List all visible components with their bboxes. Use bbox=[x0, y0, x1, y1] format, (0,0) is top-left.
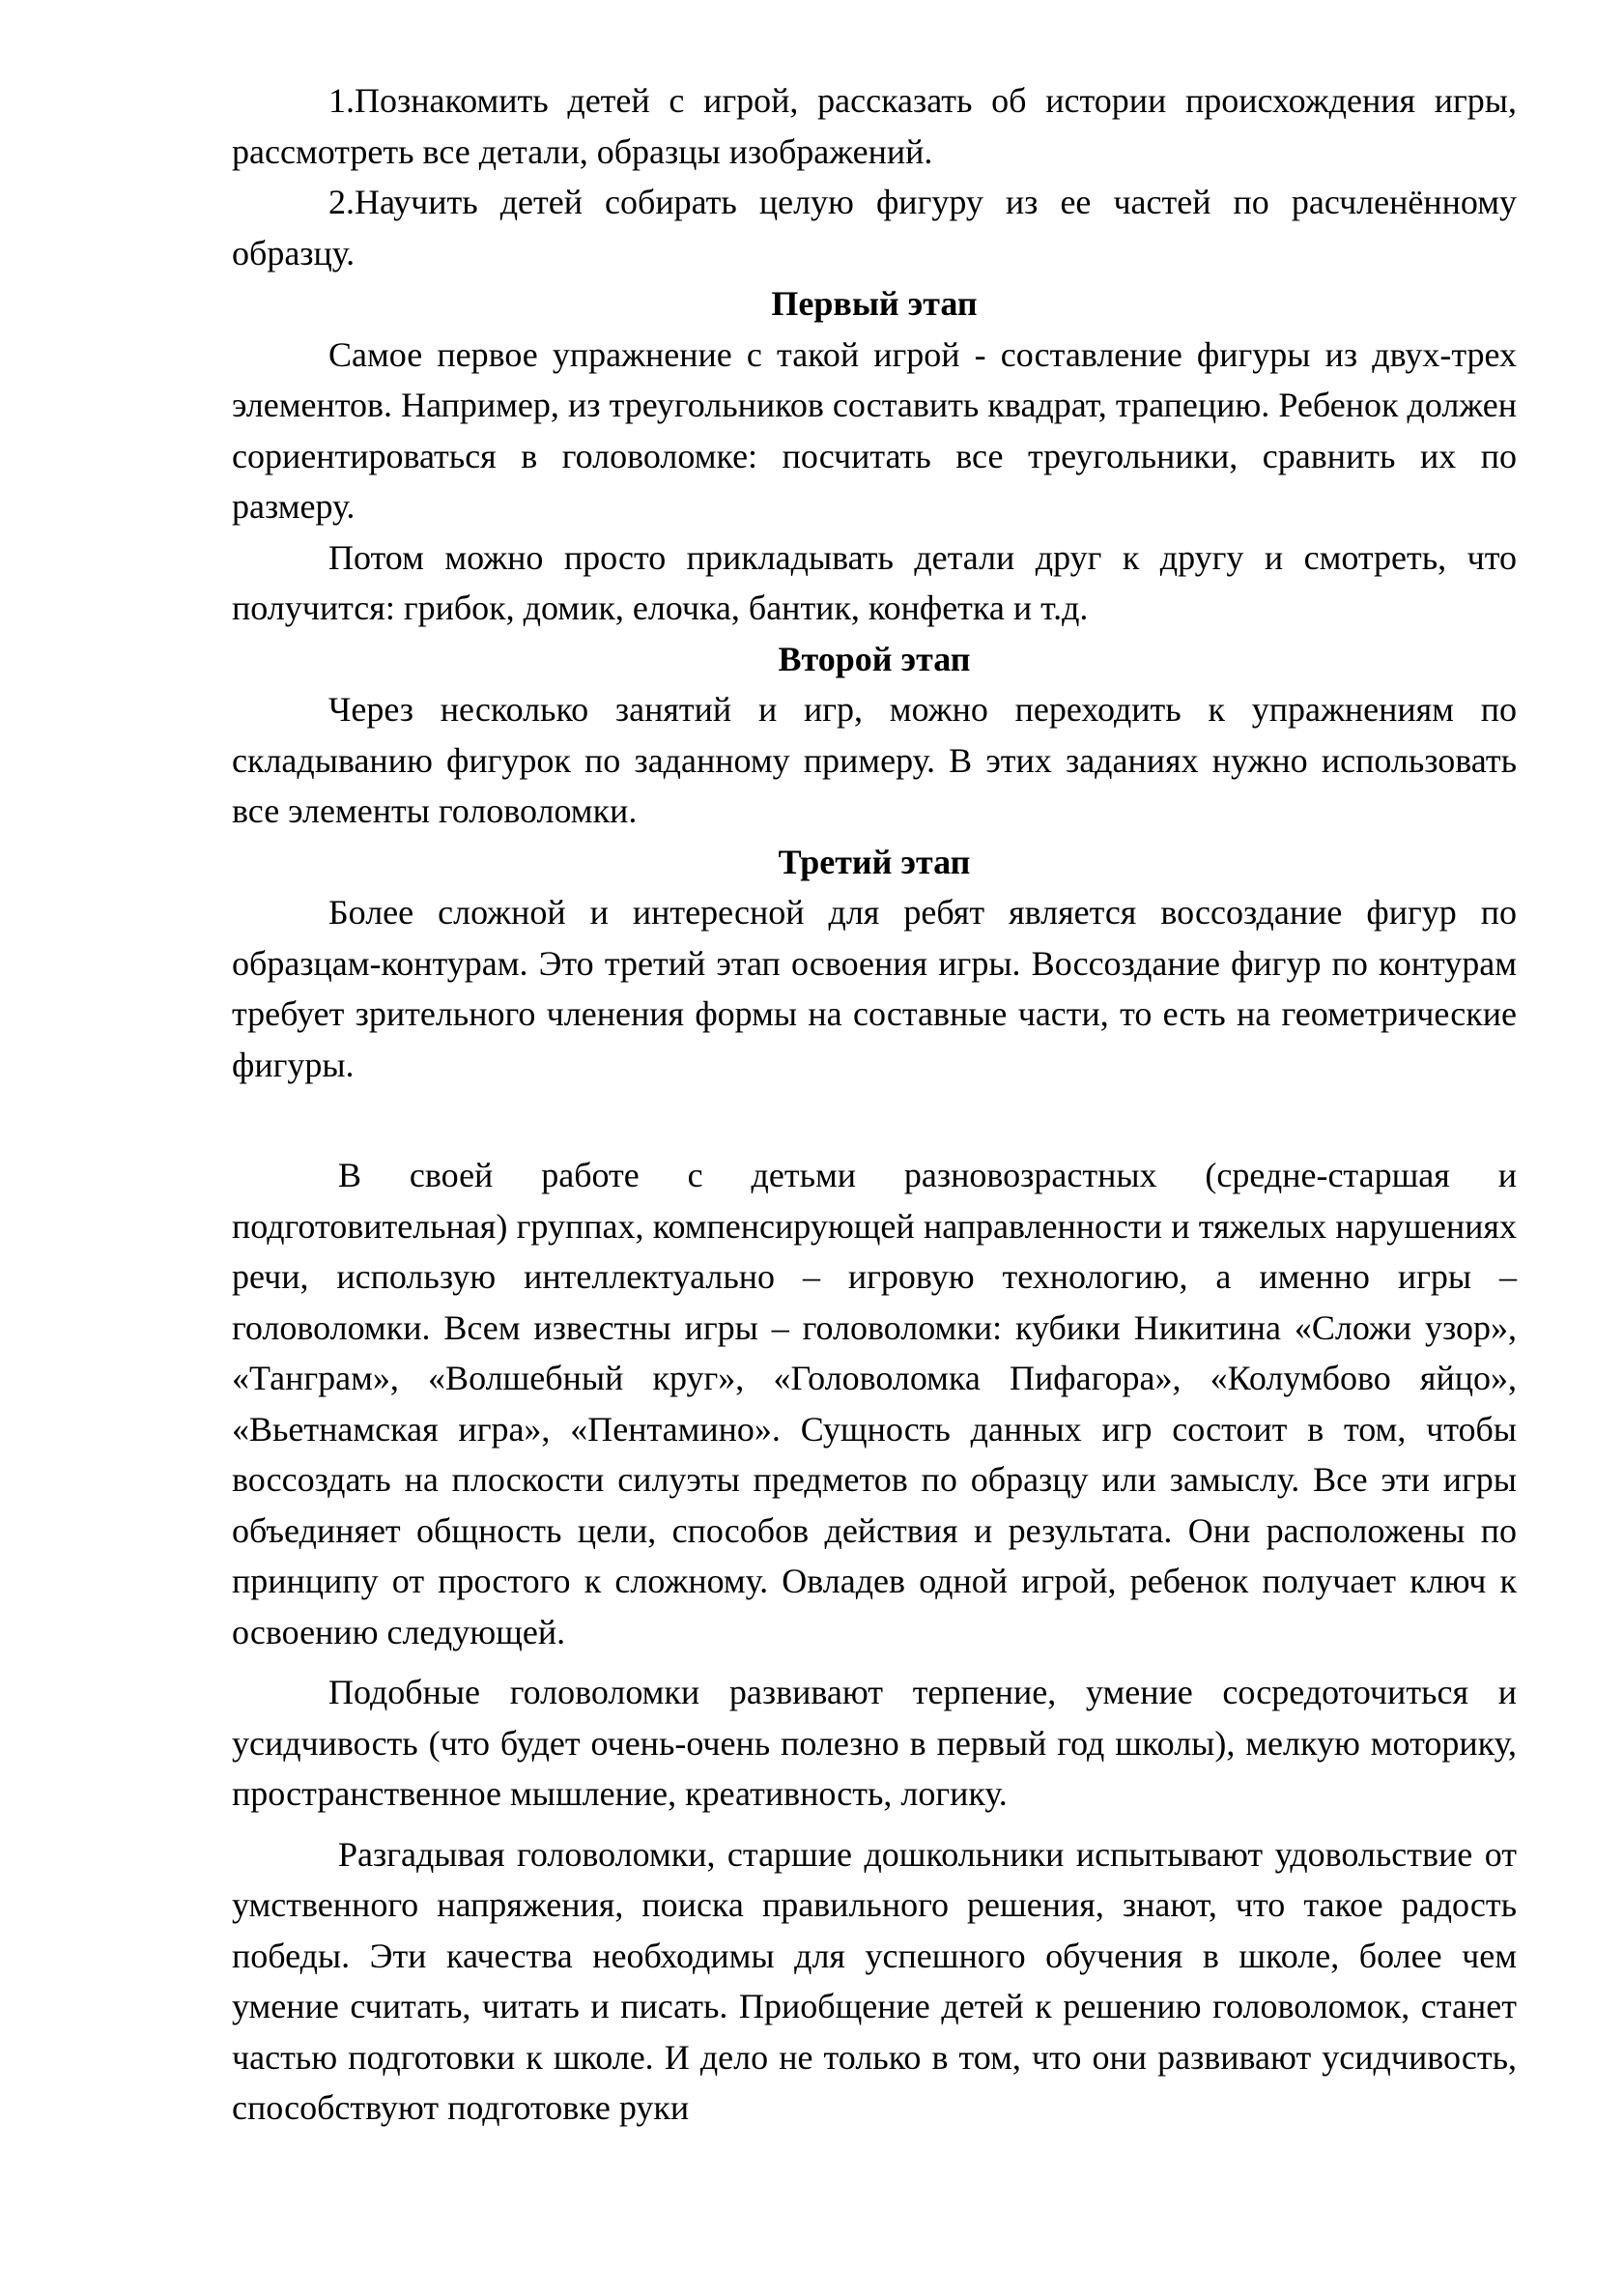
stage-1-heading: Первый этап bbox=[771, 284, 978, 323]
stage-1-paragraph-1: Самое первое упражнение с такой игрой - составление фигуры из двух-трех элементов. Например, из треугольников составить квадрат, трапецию. Ребенок должен сориентироваться в головоломке: посчитать все треугольники, сравнить их по размеру. bbox=[232, 334, 1517, 526]
stage-2-heading: Второй этап bbox=[778, 639, 971, 678]
body-paragraph-1: В своей работе с детьми разновозрастных (средне-старшая и подготовительная) группах, компенсирующей направленности и тяжелых нарушениях речи, использую интеллектуально – игровую технологию, а именно игры – головоломки. Всем известны игры – головоломки: кубики Никитина «Сложи узор», «Танграм», «Волшебный круг», «Головоломка Пифагора», «Колумбово яйцо», «Вьетнамская игра», «Пентамино». Сущность данных игр состоит в том, чтобы воссоздать на плоскости силуэты предметов по образцу или замыслу. Все эти игры объединяет общность цели, способов действия и результата. Они расположены по принципу от простого к сложному. Овладев одной игрой, ребенок получает ключ к освоению следующей. bbox=[232, 1156, 1517, 1651]
stage-3-paragraph-1: Более сложной и интересной для ребят является воссоздание фигур по образцам-контурам. Это третий этап освоения игры. Воссоздание фигур по контурам требует зрительного членения формы на составные части, то есть на геометрические фигуры. bbox=[232, 893, 1517, 1084]
stage-1-paragraph-2: Потом можно просто прикладывать детали друг к другу и смотреть, что получится: грибок, домик, елочка, бантик, конфетка и т.д. bbox=[232, 537, 1517, 627]
body-paragraph-3: Разгадывая головоломки, старшие дошкольники испытывают удовольствие от умственного напряжения, поиска правильного решения, знают, что такое радость победы. Эти качества необходимы для успешного обучения в школе, более чем умение считать, читать и писать. Приобщение детей к решению головоломок, станет частью подготовки к школе. И дело не только в том, что они развивают усидчивость, способствуют подготовке руки bbox=[232, 1834, 1517, 2127]
stage-3-heading: Третий этап bbox=[778, 842, 971, 881]
goal-2: 2.Научить детей собирать целую фигуру из ее частей по расчленённому образцу. bbox=[232, 183, 1517, 273]
goal-1: 1.Познакомить детей с игрой, рассказать об истории происхождения игры, рассмотреть все детали, образцы изображений. bbox=[232, 81, 1517, 171]
document-page bbox=[232, 75, 1517, 2134]
stage-2-paragraph-1: Через несколько занятий и игр, можно переходить к упражнениям по складыванию фигурок по заданному примеру. В этих заданиях нужно использовать все элементы головоломки. bbox=[232, 690, 1517, 830]
paragraph-gap bbox=[232, 1090, 1517, 1140]
body-paragraph-2: Подобные головоломки развивают терпение, умение сосредоточиться и усидчивость (что будет очень-очень полезно в первый год школы), мелкую моторику, пространственное мышление, креативность, логику. bbox=[232, 1673, 1517, 1813]
